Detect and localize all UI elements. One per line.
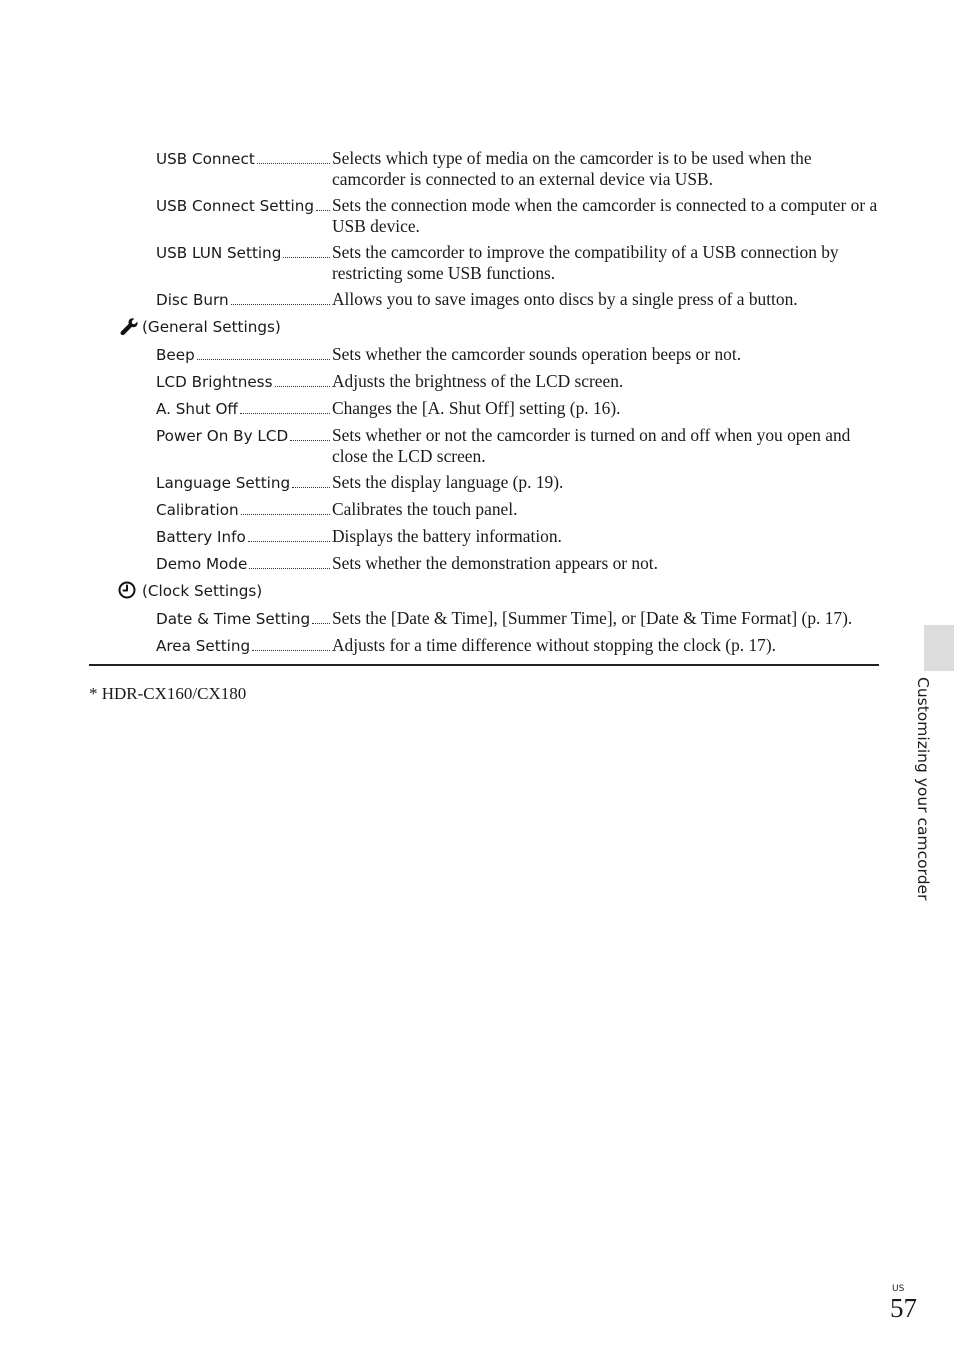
dot-leader <box>292 487 330 488</box>
setting-description: Adjusts for a time difference without stopping the clock (p. 17). <box>332 635 777 655</box>
section-heading-general <box>90 316 880 338</box>
setting-description: Sets whether or not the camcorder is turned on and off when you open and close the LCD screen. <box>332 425 851 466</box>
setting-term <box>156 636 330 657</box>
dot-leader <box>290 440 330 441</box>
dot-leader <box>197 359 330 360</box>
list-item <box>90 635 880 657</box>
clock-icon <box>118 580 140 602</box>
setting-description: Sets the display language (p. 19). <box>332 472 564 492</box>
dot-leader <box>312 623 330 624</box>
dot-leader <box>275 386 331 387</box>
term-label: A. Shut Off <box>156 400 238 418</box>
dot-leader <box>241 514 330 515</box>
term-label: Power On By LCD <box>156 427 289 445</box>
dot-leader <box>252 650 330 651</box>
list-item <box>90 425 880 467</box>
dot-leader <box>249 568 330 569</box>
term-label: USB LUN Setting <box>156 244 282 262</box>
setting-description: Sets whether the demonstration appears or not. <box>332 553 658 573</box>
term-label: Beep <box>156 346 195 364</box>
setting-term <box>156 609 330 630</box>
setting-term <box>156 196 330 217</box>
dot-leader <box>231 304 330 305</box>
page-number: 57 <box>890 1293 917 1323</box>
setting-term <box>156 554 330 575</box>
list-item <box>90 242 880 284</box>
setting-term <box>156 473 330 494</box>
chapter-side-title: Customizing your camcorder <box>914 677 932 901</box>
setting-term <box>156 426 330 447</box>
setting-term <box>156 243 330 264</box>
list-item <box>90 608 880 630</box>
setting-term <box>156 149 330 170</box>
footnote: * HDR-CX160/CX180 <box>89 684 247 703</box>
section-label: (General Settings) <box>142 318 281 336</box>
section-label: (Clock Settings) <box>142 582 263 600</box>
setting-description: Sets whether the camcorder sounds operation beeps or not. <box>332 344 742 364</box>
list-item <box>90 344 880 366</box>
setting-description: Allows you to save images onto discs by a single press of a button. <box>332 289 798 309</box>
dot-leader <box>257 163 330 164</box>
setting-term <box>156 527 330 548</box>
setting-term <box>156 290 330 311</box>
list-item <box>90 526 880 548</box>
setting-term <box>156 345 330 366</box>
settings-list <box>90 148 880 662</box>
page-region-code: US <box>892 1284 905 1294</box>
setting-description: Displays the battery information. <box>332 526 562 546</box>
setting-description: Sets the [Date & Time], [Summer Time], or [Date & Time Format] (p. 17). <box>332 608 853 628</box>
section-divider <box>89 664 879 666</box>
term-label: Date & Time Setting <box>156 610 311 628</box>
list-item <box>90 371 880 393</box>
list-item <box>90 148 880 190</box>
chapter-tab-marker <box>924 625 954 671</box>
term-label: USB Connect Setting <box>156 197 315 215</box>
setting-description: Selects which type of media on the camcorder is to be used when the camcorder is connected to an external device via USB. <box>332 148 812 189</box>
setting-description: Sets the camcorder to improve the compatibility of a USB connection by restricting some USB functions. <box>332 242 839 283</box>
dot-leader <box>283 257 330 258</box>
wrench-icon <box>118 316 140 338</box>
term-label: LCD Brightness <box>156 373 273 391</box>
setting-description: Sets the connection mode when the camcorder is connected to a computer or a USB device. <box>332 195 878 236</box>
setting-description: Calibrates the touch panel. <box>332 499 518 519</box>
list-item <box>90 553 880 575</box>
term-label: Area Setting <box>156 637 251 655</box>
section-heading-clock <box>90 580 880 602</box>
setting-description: Adjusts the brightness of the LCD screen. <box>332 371 624 391</box>
list-item <box>90 472 880 494</box>
setting-term <box>156 399 330 420</box>
term-label: Battery Info <box>156 528 246 546</box>
dot-leader <box>240 413 330 414</box>
list-item <box>90 499 880 521</box>
term-label: USB Connect <box>156 150 255 168</box>
list-item <box>90 398 880 420</box>
term-label: Calibration <box>156 501 239 519</box>
setting-term <box>156 500 330 521</box>
dot-leader <box>248 541 330 542</box>
term-label: Language Setting <box>156 474 291 492</box>
term-label: Disc Burn <box>156 291 229 309</box>
setting-term <box>156 372 330 393</box>
list-item <box>90 289 880 311</box>
list-item <box>90 195 880 237</box>
dot-leader <box>316 210 330 211</box>
setting-description: Changes the [A. Shut Off] setting (p. 16). <box>332 398 621 418</box>
term-label: Demo Mode <box>156 555 248 573</box>
